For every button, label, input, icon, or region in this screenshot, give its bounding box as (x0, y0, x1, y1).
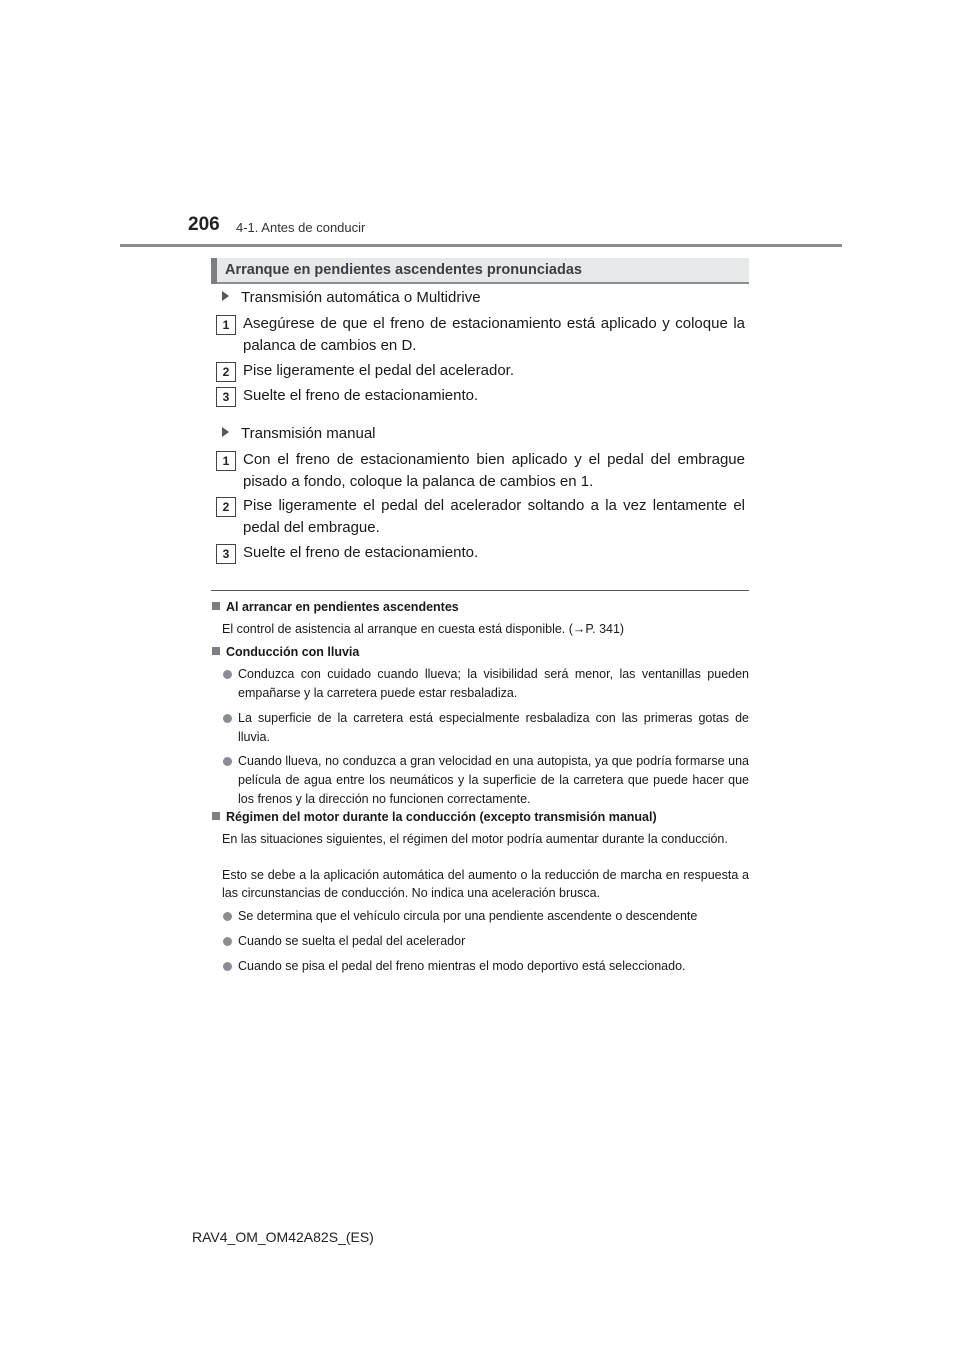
subsection-manual-title: Transmisión manual (241, 425, 376, 442)
subsection-automatic (222, 289, 481, 306)
section-heading (211, 258, 749, 284)
section-heading-bar (211, 258, 217, 284)
square-bullet-icon (212, 647, 220, 655)
note-title: Al arrancar en pendientes ascendentes (226, 600, 459, 614)
square-bullet-icon (212, 812, 220, 820)
note-bullet: La superficie de la carretera está especialmente resbaladiza con las primeras gotas de lluvia. (238, 711, 749, 744)
note-text: El control de asistencia al arranque en cuesta está disponible. (→P. 341) (222, 622, 625, 636)
step-number-badge: 2 (216, 362, 236, 382)
step-number-badge: 1 (216, 315, 236, 335)
note-bullet: Se determina que el vehículo circula por una pendiente ascendente o descendente (238, 909, 698, 923)
circle-bullet-icon (223, 757, 232, 766)
notes-divider (211, 590, 749, 591)
note-heading (212, 810, 657, 824)
step-text: Asegúrese de que el freno de estacionamiento está aplicado y coloque la palanca de cambios en D. (243, 315, 745, 354)
note-bullet: Conduzca con cuidado cuando llueva; la visibilidad será menor, las ventanillas pueden empañarse y la carretera puede estar resbaladiza. (238, 667, 749, 700)
step-text: Suelte el freno de estacionamiento. (243, 387, 479, 404)
step-text: Pise ligeramente el pedal del acelerador. (243, 362, 515, 379)
page-number: 206 (188, 214, 220, 235)
circle-bullet-icon (223, 714, 232, 723)
step-number-badge: 2 (216, 497, 236, 517)
step-text: Pise ligeramente el pedal del acelerador soltando a la vez lentamente el pedal del embrague. (243, 497, 745, 536)
note-bullet: Cuando se pisa el pedal del freno mientras el modo deportivo está seleccionado. (238, 959, 686, 973)
header-divider (120, 244, 842, 247)
note-title: Conducción con lluvia (226, 645, 360, 659)
note-heading (212, 600, 459, 614)
step-text: Suelte el freno de estacionamiento. (243, 544, 479, 561)
triangle-bullet-icon (222, 291, 229, 301)
step-number-badge: 3 (216, 387, 236, 407)
note-text: En las situaciones siguientes, el régimen del motor podría aumentar durante la conducción. (222, 832, 728, 846)
step-number-badge: 3 (216, 544, 236, 564)
note-text: Esto se debe a la aplicación automática del aumento o la reducción de marcha en respuesta a las circunstancias de conducción. No indica una aceleración brusca. (222, 868, 749, 900)
triangle-bullet-icon (222, 427, 229, 437)
circle-bullet-icon (223, 912, 232, 921)
circle-bullet-icon (223, 937, 232, 946)
note-bullet: Cuando se suelta el pedal del acelerador (238, 934, 466, 948)
subsection-automatic-title: Transmisión automática o Multidrive (241, 289, 481, 306)
step-number-badge: 1 (216, 451, 236, 471)
section-title: Arranque en pendientes ascendentes pronunciadas (225, 262, 582, 278)
circle-bullet-icon (223, 962, 232, 971)
document-code: RAV4_OM_OM42A82S_(ES) (192, 1229, 374, 1245)
square-bullet-icon (212, 602, 220, 610)
step-text: Con el freno de estacionamiento bien aplicado y el pedal del embrague pisado a fondo, coloque la palanca de cambios en 1. (243, 451, 745, 490)
note-heading (212, 645, 359, 659)
note-title: Régimen del motor durante la conducción (excepto transmisión manual) (226, 810, 657, 824)
note-bullet: Cuando llueva, no conduzca a gran velocidad en una autopista, ya que podría formarse una película de agua entre los neumáticos y la superficie de la carretera que puede hacer que los frenos y la dirección no funcionen correctamente. (238, 754, 749, 806)
circle-bullet-icon (223, 670, 232, 679)
breadcrumb: 4-1. Antes de conducir (236, 220, 366, 235)
subsection-manual (222, 425, 376, 442)
